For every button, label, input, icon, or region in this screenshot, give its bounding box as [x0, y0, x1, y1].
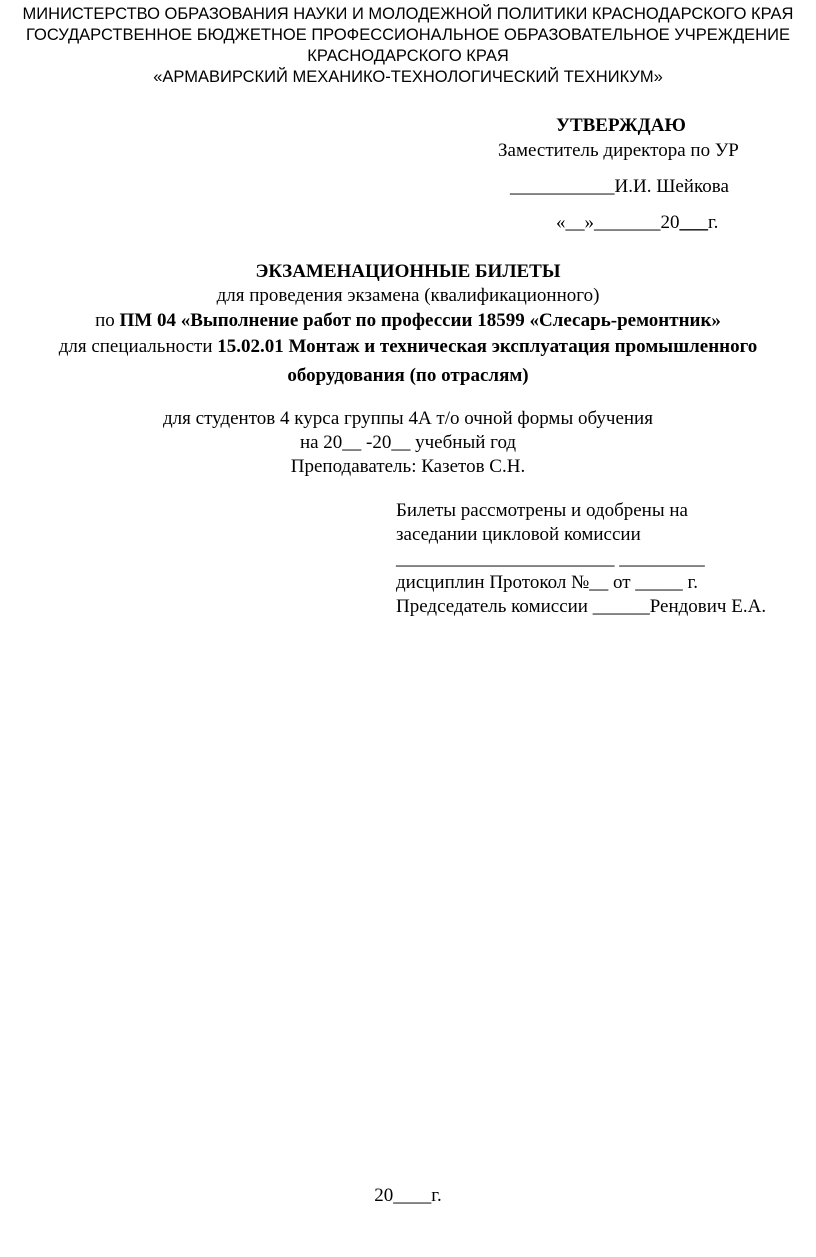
ministry-line: МИНИСТЕРСТВО ОБРАЗОВАНИЯ НАУКИ И МОЛОДЕЖНОЙ ПОЛИТИКИ КРАСНОДАРСКОГО КРАЯ [22, 5, 794, 23]
students-line: для студентов 4 курса группы 4А т/о очной формы обучения [163, 408, 653, 429]
institution-name-line: «АРМАВИРСКИЙ МЕХАНИКО-ТЕХНОЛОГИЧЕСКИЙ ТЕХНИКУМ» [153, 68, 663, 86]
footer-year-suffix: г. [431, 1185, 442, 1206]
teacher-line: Преподаватель: Казетов С.Н. [290, 456, 526, 477]
specialty-name: 15.02.01 Монтаж и техническая эксплуатация промышленного [217, 336, 758, 357]
date-year-prefix: 20 [660, 212, 680, 233]
commission-line-2: заседании цикловой комиссии [396, 524, 641, 545]
specialty-prefix: для специальности [58, 336, 218, 357]
module-prefix: по [95, 310, 120, 331]
commission-line-3: _______________________ _________ [396, 548, 705, 569]
approver-name: И.И. Шейкова [614, 176, 729, 197]
document-header [0, 4, 816, 88]
footer-year [0, 1184, 816, 1208]
region-line: КРАСНОДАРСКОГО КРАЯ [307, 47, 509, 65]
academic-year-line: на 20__ -20__ учебный год [299, 432, 517, 453]
signature-blank: ___________ [510, 176, 615, 197]
date-day-blank: __ [565, 212, 585, 233]
date-year-blank: ___ [679, 212, 708, 233]
document-title: ЭКЗАМЕНАЦИОННЫЕ БИЛЕТЫ [255, 261, 561, 282]
commission-chairman-line: Председатель комиссии ______Рендович Е.А. [396, 596, 767, 617]
institution-type-line: ГОСУДАРСТВЕННОЕ БЮДЖЕТНОЕ ПРОФЕССИОНАЛЬНОЕ ОБРАЗОВАТЕЛЬНОЕ УЧРЕЖДЕНИЕ [26, 26, 790, 44]
approval-signature-line [510, 175, 729, 199]
specialty-name-continued: оборудования (по отраслям) [287, 365, 529, 386]
date-month-blank: _______ [594, 212, 661, 233]
approval-date [556, 211, 718, 235]
approval-title: УТВЕРЖДАЮ [556, 115, 686, 136]
date-close-quote: » [584, 212, 594, 233]
date-suffix: г. [708, 212, 719, 233]
footer-year-blank: ____ [393, 1185, 432, 1206]
commission-protocol-line: дисциплин Протокол №__ от _____ г. [396, 572, 698, 593]
module-line [0, 309, 816, 333]
commission-line-1: Билеты рассмотрены и одобрены на [396, 500, 688, 521]
footer-year-prefix: 20 [374, 1185, 394, 1206]
specialty-line [0, 335, 816, 359]
date-open-quote: « [556, 212, 566, 233]
module-name: ПМ 04 «Выполнение работ по профессии 18599 «Слесарь-ремонтник» [119, 310, 721, 331]
document-subtitle: для проведения экзамена (квалификационного) [216, 285, 600, 306]
approval-position: Заместитель директора по УР [498, 140, 739, 161]
